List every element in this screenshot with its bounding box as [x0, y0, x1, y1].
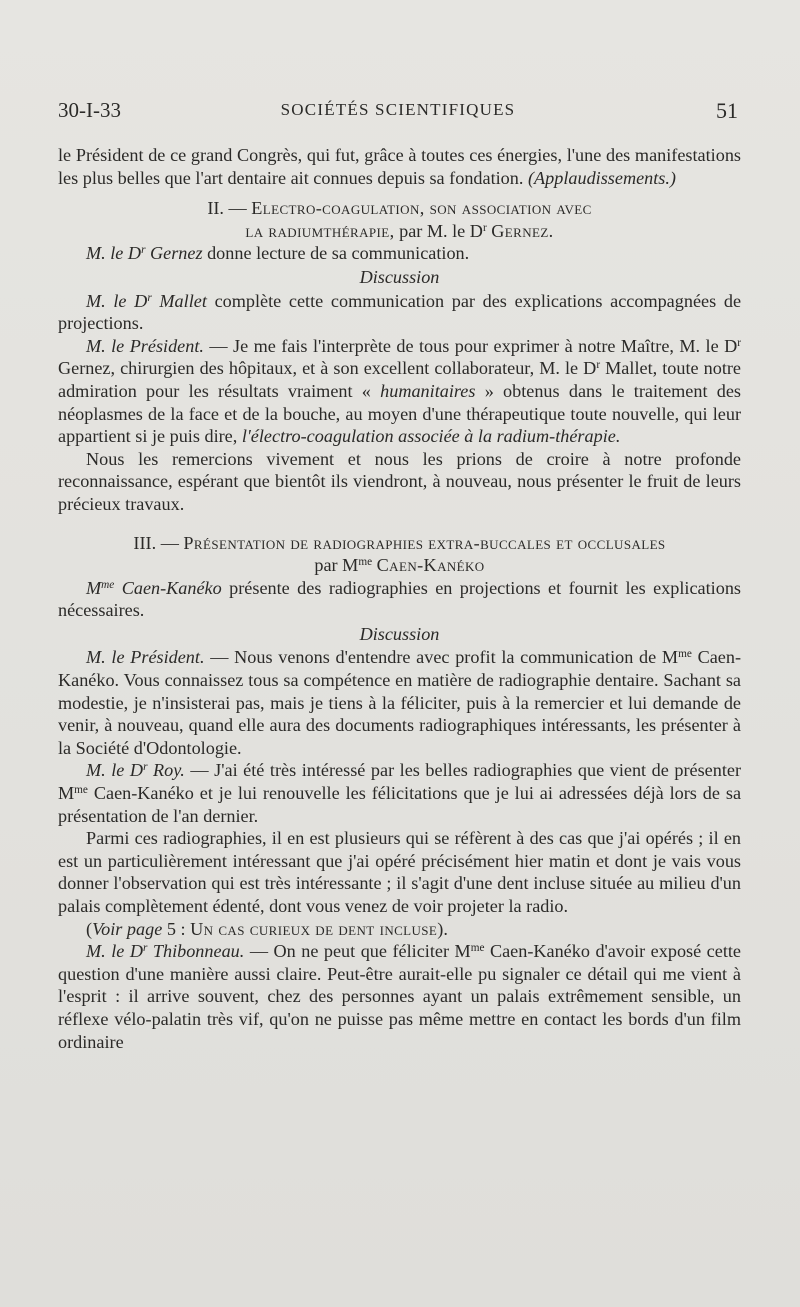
applause-note: (Applaudissements.): [527, 167, 676, 188]
paragraph-11: M. le $D^r$ Thibonneau. — On ne peut que féliciter $M^{me}$ Caen-Kanéko d'avoir exposé cette question d'une manière aussi claire. Peut-être aurait-elle pu signaler ce détail qui me vient à l'esprit : il arrive souvent, chez des personnes ayant un palais extrêmement sensible, un réflexe vélo-palatin très vif, qu'on ne puisse pas même mettre en contact les bords d'un film ordinaire: [58, 941, 742, 1052]
paragraph-3: M. le $D^r$ Mallet complète cette communication par des explications accompagnées de projections.: [58, 290, 742, 334]
header-date: 30-I-33: [58, 98, 121, 122]
header-title: SOCIÉTÉS SCIENTIFIQUES: [280, 100, 516, 119]
discussion-heading-2: Discussion: [359, 623, 440, 644]
paragraph-8: M. le $D^r$ Roy. — J'ai été très intéressé par les belles radiographies que vient de présenter $M^{me}$ Caen-Kanéko et je lui renouvelle les félicitations que je lui ai adressées déjà lors de sa présentation de l'an dernier.: [58, 760, 742, 826]
section-3-heading: III. — Présentation de radiographies extra-buccales et occlusales par $M^{me}$ Caen-Kanéko: [133, 532, 666, 576]
paragraph-6: $M^{me}$ Caen-Kanéko présente des radiographies en projections et fournit les explications nécessaires.: [58, 577, 742, 621]
running-head: [58, 98, 738, 128]
paragraph-5: Nous les remercions vivement et nous les prions de croire à notre profonde reconnaissance, espérant que bientôt ils viendront, à nouveau, nous présenter le fruit de leurs précieux travaux.: [58, 448, 741, 514]
paragraph-4: M. le Président. — Je me fais l'interprète de tous pour exprimer à notre Maître, M. le $D^r$ Gernez, chirurgien des hôpitaux, et à son excellent collaborateur, M. le $D^r$ Mallet, toute notre admiration pour les résultats vraiment « humanitaires » obtenus dans le traitement des néoplasmes de la face et de la bouche, au moyen d'une thérapeutique toute nouvelle, qui leur appartient si je puis dire, l'électro-coagulation associée à la radium-thérapie.: [58, 335, 742, 447]
paragraph-10: (Voir page 5 : Un cas curieux de dent incluse).: [86, 918, 448, 939]
paragraph-7: M. le Président. — Nous venons d'entendre avec profit la communication de $M^{me}$ Caen-Kanéko. Vous connaissez tous sa compétence en matière de radiographie dentaire. Sachant sa modestie, je n'insisterai pas, mais je tiens à la féliciter, puis à la remercier et lui demande de venir, à nouveau, quand elle aura des documents radiographiques intéressants, les présenter à la Société d'Odontologie.: [58, 647, 742, 758]
body-text: [58, 144, 741, 1053]
page-number: 51: [716, 98, 738, 123]
section-2-heading: II. — Electro-coagulation, son association avec la radiumthérapie, par M. le $D^r$ Gernez.: [207, 198, 592, 241]
discussion-heading-1: Discussion: [359, 266, 440, 287]
paragraph-2: M. le $D^r$ Gernez donne lecture de sa communication.: [86, 243, 470, 264]
paragraph-9: Parmi ces radiographies, il en est plusieurs qui se réfèrent à des cas que j'ai opérés ; il en est un particulièrement intéressant que j'ai opéré précisément hier matin et dont je vais vous donner l'observation qui est très intéressante ; il s'agit d'une dent incluse située au milieu d'un palais complètement édenté, dont vous venez de voir projeter la radio.: [58, 828, 741, 916]
paragraph-1: le Président de ce grand Congrès, qui fut, grâce à toutes ces énergies, l'une des manifestations les plus belles que l'art dentaire ait connues depuis sa fondation. (Applaudissements.): [58, 145, 741, 188]
